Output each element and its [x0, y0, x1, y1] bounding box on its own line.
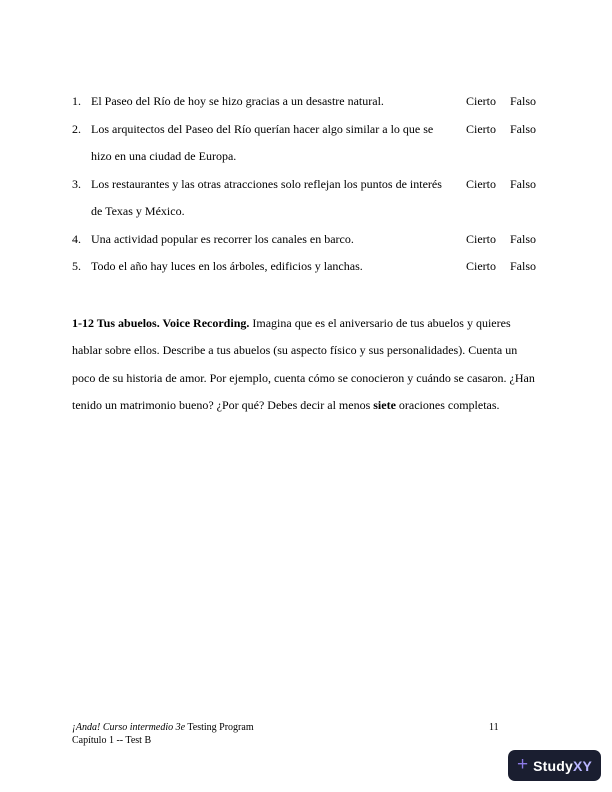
question-text: El Paseo del Río de hoy se hizo gracias a un desastre natural. — [91, 94, 384, 108]
question-text: Los arquitectos del Paseo del Río querían hacer algo similar a lo que se hizo en una ciudad de Europa. — [91, 121, 434, 163]
footer-line-1 — [72, 722, 540, 735]
page-number: 11 — [489, 722, 499, 733]
voice-recording-activity — [72, 310, 536, 420]
falso-label: Falso — [509, 259, 536, 273]
question-number: 3. — [72, 176, 81, 191]
question-number: 5. — [72, 259, 81, 273]
question-number: 1. — [72, 94, 81, 108]
falso-label: Falso — [509, 121, 536, 136]
question-row — [72, 226, 536, 254]
cierto-label: Cierto — [465, 94, 496, 108]
page-footer — [72, 722, 540, 747]
activity-bold-word: siete — [373, 398, 396, 412]
activity-paragraph — [72, 310, 536, 420]
question-text: Una actividad popular es recorrer los canales en barco. — [91, 231, 354, 246]
activity-body-part1: Imagina que es el aniversario de tus abuelos y quieres hablar sobre ellos. Describe a tus abuelos (su aspecto físico y sus personalidades). Cuenta un poco de su historia de amor. Por ejemplo, cuenta cómo se conocieron y cuándo se casaron. ¿Han tenido un matrimonio bueno? ¿Por qué? Debes decir al menos — [72, 315, 535, 412]
cierto-label: Cierto — [465, 259, 496, 273]
question-row — [72, 88, 536, 116]
studyxy-badge[interactable] — [508, 750, 601, 781]
cierto-label: Cierto — [465, 231, 496, 246]
brand-wordmark — [533, 758, 592, 774]
question-row — [72, 171, 536, 226]
question-number: 2. — [72, 121, 81, 136]
activity-body-part2: oraciones completas. — [395, 398, 500, 412]
footer-program: Testing Program — [185, 722, 254, 733]
footer-chapter: Capítulo 1 -- Test B — [72, 734, 152, 746]
brand-xy: XY — [572, 757, 593, 774]
falso-label: Falso — [509, 231, 536, 246]
cierto-label: Cierto — [465, 176, 496, 191]
question-text: Todo el año hay luces en los árboles, edificios y lanchas. — [91, 259, 363, 273]
brand-study: Study — [533, 757, 573, 774]
plus-icon: + — [516, 754, 529, 775]
falso-label: Falso — [509, 176, 536, 191]
question-row — [72, 253, 536, 281]
falso-label: Falso — [509, 94, 536, 108]
question-text: Los restaurantes y las otras atracciones solo reflejan los puntos de interés de Texas y México. — [91, 176, 442, 218]
true-false-questions — [72, 88, 536, 281]
cierto-label: Cierto — [465, 121, 496, 136]
question-row — [72, 116, 536, 171]
activity-title: 1-12 Tus abuelos. Voice Recording. — [72, 315, 250, 330]
question-number: 4. — [72, 231, 81, 246]
footer-book-title: ¡Anda! Curso intermedio 3e — [72, 722, 186, 733]
